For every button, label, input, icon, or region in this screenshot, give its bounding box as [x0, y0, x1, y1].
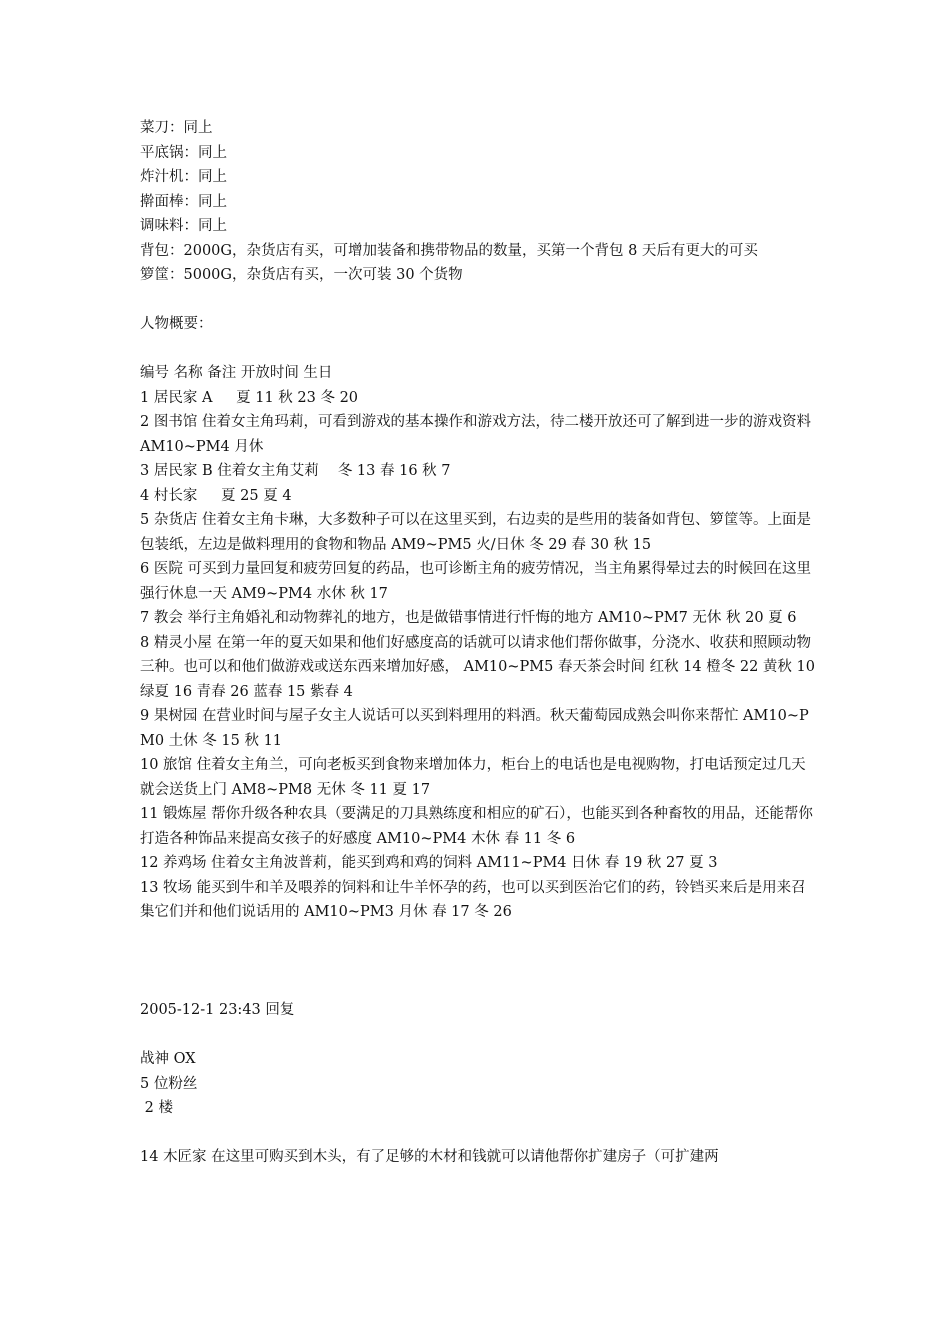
fan-count: 5 位粉丝	[140, 1075, 198, 1092]
list-item: 4 村长家 夏 25 夏 4	[140, 487, 292, 504]
spacer	[140, 1023, 816, 1048]
item-line: 平底锅：同上	[140, 144, 227, 161]
item-line: 背包：2000G，杂货店有买，可增加装备和携带物品的数量，买第一个背包 8 天后有更大的可买	[140, 242, 758, 259]
list-item: 5 杂货店 住着女主角卡琳，大多数种子可以在这里买到，右边卖的是些用的装备如背包、箩筐等。上面是包装纸，左边是做料理用的食物和物品 AM9~PM5 火/日休 冬 29 春 30 秋 15	[140, 512, 811, 553]
item-line: 调味料：同上	[140, 218, 227, 234]
list-item: 10 旅馆 住着女主角兰，可向老板买到食物来增加体力，柜台上的电话也是电视购物，打电话预定过几天就会送货上门 AM8~PM8 无休 冬 11 夏 17	[140, 757, 806, 798]
list-item: 6 医院 可买到力量回复和疲劳回复的药品，也可诊断主角的疲劳情况，当主角累得晕过去的时候回在这里强行休息一天 AM9~PM4 水休 秋 17	[140, 561, 811, 602]
item-line: 箩筐：5000G，杂货店有买，一次可装 30 个货物	[140, 267, 463, 283]
spacer	[140, 1121, 816, 1146]
floor-number: 2 楼	[140, 1100, 173, 1116]
list-item: 9 果树园 在营业时间与屋子女主人说话可以买到料理用的料酒。秋天葡萄园成熟会叫你来帮忙 AM10~PM0 土休 冬 15 秋 11	[140, 708, 809, 749]
author-name: 战神 OX	[140, 1051, 196, 1067]
list-item: 1 居民家 A 夏 11 秋 23 冬 20	[140, 389, 359, 406]
list-item: 8 精灵小屋 在第一年的夏天如果和他们好感度高的话就可以请求他们帮你做事，分浇水、收获和照顾动物三种。也可以和他们做游戏或送东西来增加好感， AM10~PM5 春天茶会时间 红秋 14 橙冬 22 黄秋 10 绿夏 16 青春 26 蓝春 15 紫春 4	[140, 634, 820, 700]
item-line: 擀面棒：同上	[140, 193, 227, 210]
list-item: 3 居民家 B 住着女主角艾莉 冬 13 春 16 秋 7	[140, 463, 451, 479]
list-item: 7 教会 举行主角婚礼和动物葬礼的地方，也是做错事情进行忏悔的地方 AM10~PM7 无休 秋 20 夏 6	[140, 610, 797, 626]
entry-list	[140, 386, 820, 925]
item-line: 炸汁机：同上	[140, 169, 227, 185]
spacer	[140, 925, 816, 999]
list-item: 13 牧场 能买到牛和羊及喂养的饲料和让牛羊怀孕的药，也可以买到医治它们的药，铃铛买来后是用来召集它们并和他们说话用的 AM10~PM3 月休 春 17 冬 26	[140, 879, 806, 920]
post-author-info	[140, 1047, 816, 1121]
item-line: 菜刀：同上	[140, 120, 213, 136]
list-item: 14 木匠家 在这里可购买到木头，有了足够的木材和钱就可以请他帮你扩建房子（可扩建两	[140, 1149, 719, 1165]
spacer	[140, 288, 816, 313]
reply-timestamp: 2005-12-1 23:43 回复	[140, 1002, 295, 1018]
item-list	[140, 116, 816, 288]
list-item: 2 图书馆 住着女主角玛莉，可看到游戏的基本操作和游戏方法，待二楼开放还可了解到进一步的游戏资料 AM10~PM4 月休	[140, 414, 816, 455]
list-item: 11 锻炼屋 帮你升级各种农具（要满足的刀具熟练度和相应的矿石），也能买到各种畜牧的用品，还能帮你打造各种饰品来提高女孩子的好感度 AM10~PM4 木休 春 11 冬 6	[140, 806, 813, 847]
table-header: 编号 名称 备注 开放时间 生日	[140, 365, 333, 381]
document-page	[140, 116, 820, 1170]
spacer	[140, 337, 816, 362]
list-item: 12 养鸡场 住着女主角波普莉，能买到鸡和鸡的饲料 AM11~PM4 日休 春 19 秋 27 夏 3	[140, 855, 718, 871]
section-title: 人物概要：	[140, 316, 213, 332]
